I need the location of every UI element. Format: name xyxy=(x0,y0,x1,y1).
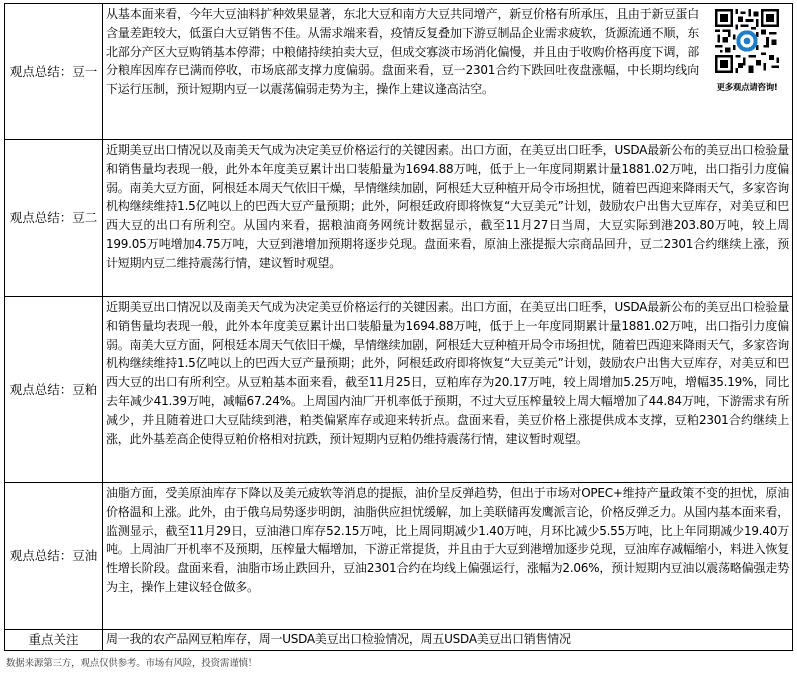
row-content-soybean-no2: 近期美豆出口情况以及南美天气成为决定美豆价格运行的关键因素。出口方面，在美豆出口旺季，USDA最新公布的美豆出口检验量和销售量均表现一般，此外本年度美豆累计出口装船量为1694.88万吨，低于上一年度同期累计量1881.02万吨，出口指引力度偏弱。南美大豆方面，阿根廷本周天气依旧干燥，旱情继续加剧，阿根廷大豆种植开局令市场担忧，随着巴西迎来降雨天气，多家咨询机构继续维持1.5亿吨以上的巴西大豆产量预期；此外，阿根廷政府即将恢复“大豆美元”计划，鼓励农户出售大豆库存，对美豆和巴西大豆的出口有所利空。从国内来看，据粮油商务网统计数据显示，截至11月27日当周，大豆实际到港203.80万吨，较上周199.05万吨增加4.75万吨，大豆到港增加预期将逐步兑现。盘面来看，原油上涨提振大宗商品回升，豆二2301合约继续上涨，预计短期内豆二维持震荡行情，建议暂时观望。 xyxy=(106,143,789,270)
row-label-soybean-no1: 观点总结：豆一 xyxy=(5,4,103,139)
qr-caption: 更多观点请咨询! xyxy=(716,83,778,93)
row-soybean-oil xyxy=(4,483,793,630)
row-content-soybean-no1: 从基本面来看，今年大豆油料扩种效果显著，东北大豆和南方大豆共同增产，新豆价格有所承压，且由于新豆蛋白含量差距较大，低蛋白大豆销售不佳。从需求端来看，疫情反复叠加下游豆制品企业需求疲软，货源流通不顺，东北部分产区大豆购销基本停滞；中粮储持续拍卖大豆，但成交寡淡市场消化偏慢，并且由于收购价格再度下调，部分粮库因库存已满而停收，市场底部支撑力度偏弱。盘面来看，豆一2301合约下跌回吐夜盘涨幅，中长期均线向下运行压制，预计短期内豆一以震荡偏弱走势为主，操作上建议逢高沽空。 xyxy=(106,7,699,97)
qr-block xyxy=(704,7,790,94)
summary-table xyxy=(4,3,793,651)
row-key-focus xyxy=(4,630,793,651)
row-label-key-focus: 重点关注 xyxy=(5,630,103,650)
row-content-key-focus: 周一我的农产品网豆粕库存，周一USDA美豆出口检验情况，周五USDA美豆出口销售情况 xyxy=(106,632,571,646)
row-label-soybean-no2: 观点总结：豆二 xyxy=(5,140,103,296)
row-label-soybean-oil: 观点总结：豆油 xyxy=(5,483,103,629)
row-soybean-meal xyxy=(4,297,793,483)
row-content-soybean-meal: 近期美豆出口情况以及南美天气成为决定美豆价格运行的关键因素。出口方面，在美豆出口旺季，USDA最新公布的美豆出口检验量和销售量均表现一般，此外本年度美豆累计出口装船量为1694.88万吨，低于上一年度同期累计量1881.02万吨，出口指引力度偏弱。南美大豆方面，阿根廷本周天气依旧干燥，旱情继续加剧，阿根廷大豆种植开局令市场担忧，随着巴西迎来降雨天气，多家咨询机构继续维持1.5亿吨以上的巴西大豆产量预期；此外，阿根廷政府即将恢复“大豆美元”计划，鼓励农户出售大豆库存，对美豆和巴西大豆的出口有所利空。从豆粕基本面来看，截至11月25日，豆粕库存为20.17万吨，较上周增加5.25万吨，增幅35.19%，同比去年减少41.39万吨，减幅67.24%。上周国内油厂开机率低于预期，不过大豆压榨量较上周大幅增加了44.84万吨，下游需求有所减少，并且随着进口大豆陆续到港，粕类偏紧库存或迎来转折点。盘面来看，美豆价格上涨提供成本支撑，豆粕2301合约继续上涨，此外基差高企使得豆粕价格相对抗跌，预计短期内豆粕仍维持震荡行情，建议暂时观望。 xyxy=(106,300,789,446)
row-soybean-no1 xyxy=(4,3,793,140)
qr-code-icon xyxy=(715,9,779,73)
row-label-soybean-meal: 观点总结：豆粕 xyxy=(5,297,103,482)
row-content-soybean-oil: 油脂方面，受美原油库存下降以及美元疲软等消息的提振，油价呈反弹趋势，但出于市场对OPEC+维持产量政策不变的担忧，原油价格温和上涨。此外，由于俄乌局势逐步明朗，油脂供应担忧缓解，加上美联储再发鹰派言论，价格反弹乏力。从国内基本面来看，监测显示，截至11月29日，豆油港口库存52.15万吨，比上周同期减少1.40万吨，月环比减少5.55万吨，比上年同期减少19.40万吨。上周油厂开机率不及预期，压榨量大幅增加，下游正常提货，并且由于大豆到港增加逐步兑现，豆油库存减幅缩小，料进入恢复性增长阶段。盘面来看，油脂市场止跌回升，豆油2301合约在均线上偏强运行，涨幅为2.06%，预计短期内豆油以震荡略偏强走势为主，操作上建议轻仓做多。 xyxy=(106,486,789,594)
row-soybean-no2 xyxy=(4,140,793,297)
disclaimer-footer: 数据来源第三方，观点仅供参考。市场有风险，投资需谨慎！ xyxy=(6,658,258,669)
